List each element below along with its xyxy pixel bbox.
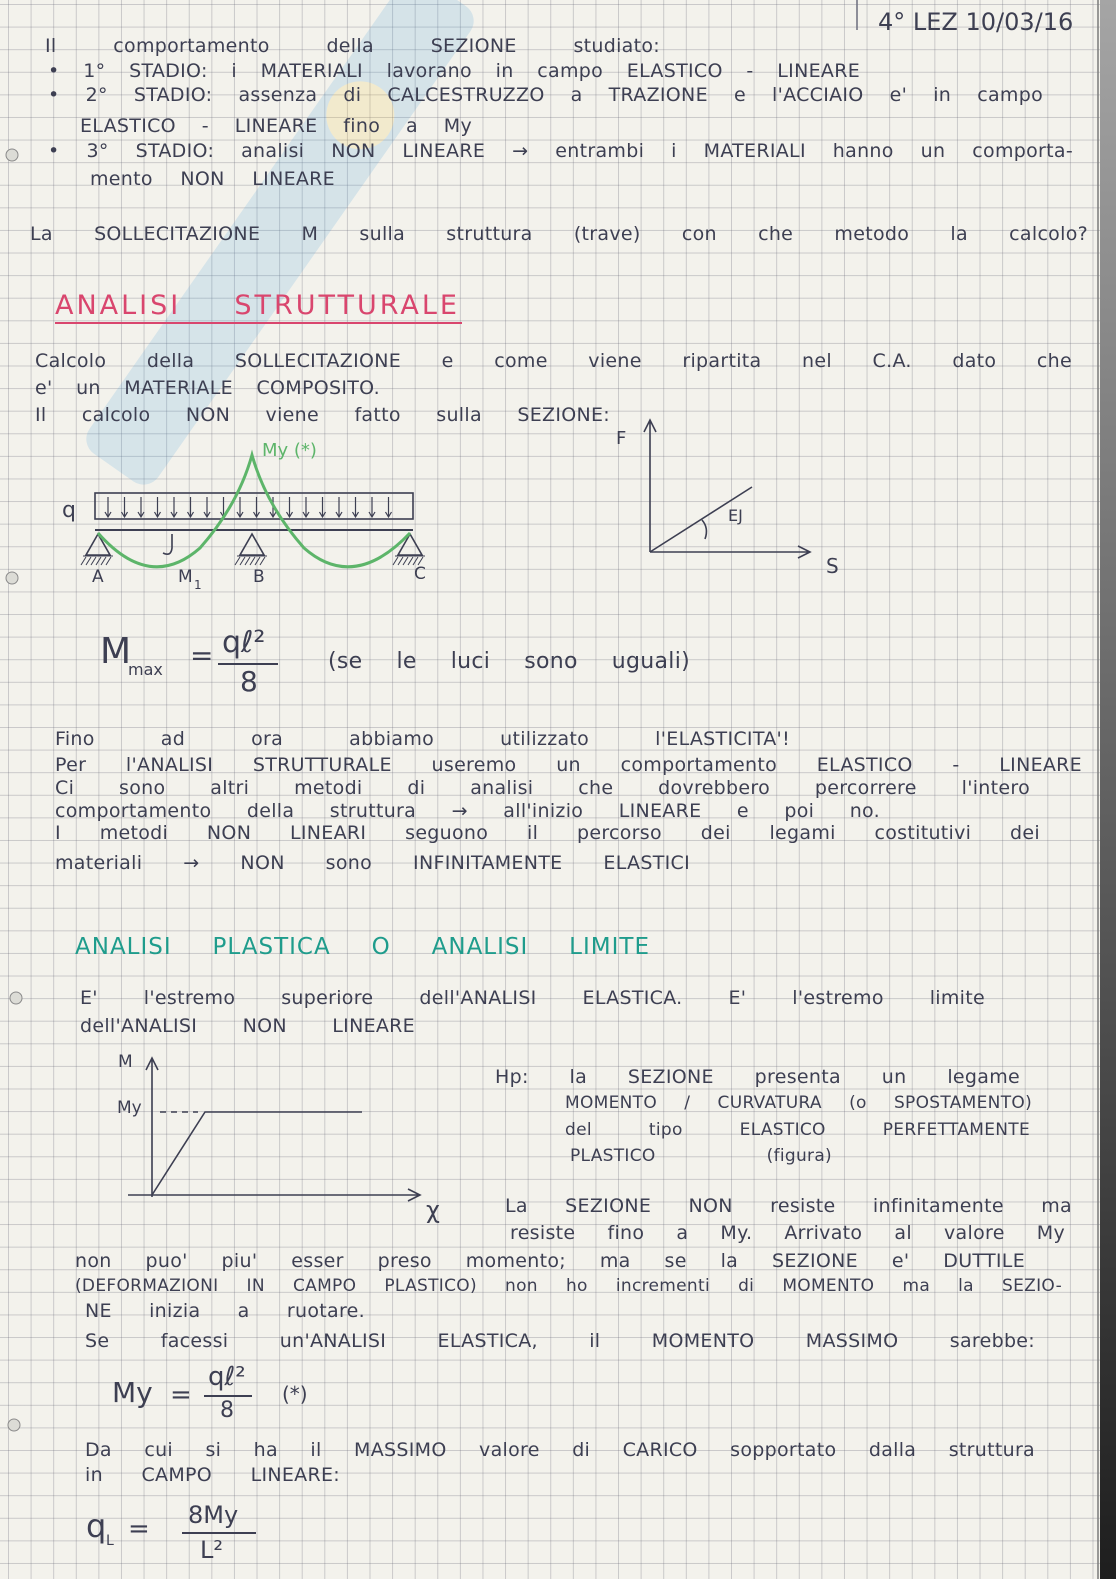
- binder-hole: [6, 572, 18, 584]
- hypothesis-line: PLASTICO (figura): [570, 1146, 832, 1166]
- hypothesis-line: MOMENTO / CURVATURA (o SPOSTAMENTO): [565, 1093, 1032, 1113]
- stadio-line: • 3° STADIO: analisi NON LINEARE → entrambi i MATERIALI hanno un comporta-: [48, 140, 1073, 162]
- beam-moment-label: My (*): [262, 440, 317, 461]
- heading-analisi-plastica: ANALISI PLASTICA O ANALISI LIMITE: [75, 934, 650, 960]
- span-moment-subscript: 1: [194, 578, 202, 592]
- text-line: E' l'estremo superiore dell'ANALISI ELASTICA. E' l'estremo limite: [80, 987, 985, 1009]
- stadio-line: mento NON LINEARE: [90, 168, 335, 190]
- distributed-load-arrows: [105, 497, 392, 517]
- lesson-date: 4° LEZ 10/03/16: [878, 8, 1074, 36]
- text-line: Fino ad ora abbiamo utilizzato l'ELASTICITA'!: [55, 728, 790, 750]
- support-a-label: A: [92, 567, 104, 587]
- support-c-label: C: [414, 564, 426, 584]
- binder-hole: [10, 992, 22, 1004]
- s-axis: [650, 546, 810, 558]
- formula-ql-denominator: L²: [200, 1536, 223, 1564]
- text-line: Per l'ANALISI STRUTTURALE useremo un comportamento ELASTICO - LINEARE: [55, 754, 1082, 776]
- formula-my-numerator: qℓ²: [208, 1362, 246, 1392]
- curvature-axis-label: χ: [426, 1196, 440, 1224]
- hypothesis-line: Hp: la SEZIONE presenta un legame: [495, 1066, 1020, 1088]
- moment-axis-label: M: [118, 1052, 133, 1072]
- span-moment-marker: [163, 534, 172, 554]
- binder-hole: [6, 149, 18, 161]
- text-line: La SEZIONE NON resiste infinitamente ma: [505, 1195, 1072, 1217]
- formula-mmax-note: (se le luci sono uguali): [328, 649, 690, 674]
- support-b-label: B: [253, 567, 265, 587]
- formula-mmax-subscript: max: [128, 660, 163, 679]
- text-line: resiste fino a My. Arrivato al valore My: [510, 1222, 1065, 1244]
- page-right-edge: [1100, 0, 1116, 1579]
- support-a: [86, 534, 110, 555]
- formula-my-mark: (*): [282, 1382, 308, 1406]
- text-line: non puo' piu' esser preso momento; ma se la SEZIONE e' DUTTILE: [75, 1250, 1025, 1272]
- text-line: materiali → NON sono INFINITAMENTE ELASTICI: [55, 852, 690, 874]
- force-displacement-graph: [644, 420, 810, 558]
- text-line: comportamento della struttura → all'inizio LINEARE e poi no.: [55, 800, 880, 822]
- text-line: Ci sono altri metodi di analisi che dovrebbero percorrere l'intero: [55, 777, 1030, 799]
- formula-my-lhs: My: [112, 1376, 153, 1409]
- chi-axis: [128, 1189, 420, 1201]
- formula-mmax-lhs: M: [100, 631, 132, 672]
- text-line: dell'ANALISI NON LINEARE: [80, 1015, 415, 1037]
- formula-ql-numerator: 8My: [188, 1501, 239, 1529]
- stadio-line: • 1° STADIO: i MATERIALI lavorano in campo ELASTICO - LINEARE: [48, 60, 860, 82]
- force-axis-label: F: [616, 428, 627, 449]
- formula-mmax-denominator: 8: [240, 665, 258, 698]
- beam-load-label: q: [62, 498, 76, 523]
- intro-title: Il comportamento della SEZIONE studiato:: [45, 35, 660, 57]
- hypothesis-line: del tipo ELASTICO PERFETTAMENTE: [565, 1120, 1030, 1140]
- heading-analisi-strutturale: ANALISI STRUTTURALE: [55, 290, 460, 321]
- support-hatching: [81, 556, 425, 565]
- text-line: Se facessi un'ANALISI ELASTICA, il MOMENTO MASSIMO sarebbe:: [85, 1330, 1035, 1352]
- stadio-line: ELASTICO - LINEARE fino a My: [80, 115, 472, 137]
- formula-ql-equals: =: [128, 1514, 150, 1544]
- beam-diagram: [81, 455, 425, 567]
- text-line: Il calcolo NON viene fatto sulla SEZIONE:: [35, 404, 610, 426]
- slope-arc: [702, 520, 706, 539]
- text-line: NE inizia a ruotare.: [85, 1300, 365, 1322]
- text-line: Da cui si ha il MASSIMO valore di CARICO sopportato dalla struttura: [85, 1439, 1035, 1461]
- support-b: [240, 534, 264, 555]
- text-line: in CAMPO LINEARE:: [85, 1464, 340, 1486]
- formula-mmax-numerator: qℓ²: [222, 625, 266, 660]
- intro-question: La SOLLECITAZIONE M sulla struttura (trave) con che metodo la calcolo?: [30, 223, 1088, 245]
- yield-moment-label: My: [117, 1098, 142, 1118]
- slope-label: EJ: [728, 506, 743, 525]
- f-axis: [644, 420, 656, 552]
- stadio-line: • 2° STADIO: assenza di CALCESTRUZZO a TRAZIONE e l'ACCIAIO e' in campo: [48, 84, 1043, 106]
- formula-my-denominator: 8: [220, 1398, 234, 1423]
- text-line: I metodi NON LINEARI seguono il percorso dei legami costitutivi dei: [55, 822, 1040, 844]
- moment-curvature-graph: [128, 1058, 420, 1201]
- text-line: (DEFORMAZIONI IN CAMPO PLASTICO) non ho incrementi di MOMENTO ma la SEZIO-: [75, 1276, 1062, 1296]
- m-axis: [146, 1058, 158, 1197]
- text-line: e' un MATERIALE COMPOSITO.: [35, 377, 380, 399]
- moment-diagram-curve: [98, 455, 410, 567]
- formula-my-equals: =: [170, 1380, 192, 1410]
- formula-mmax-equals: =: [190, 639, 214, 672]
- binder-hole: [8, 1419, 20, 1431]
- support-c: [398, 534, 422, 555]
- text-line: Calcolo della SOLLECITAZIONE e come viene ripartita nel C.A. dato che: [35, 350, 1072, 372]
- formula-ql-lhs: q: [86, 1507, 107, 1545]
- distributed-load-box: [95, 493, 413, 519]
- formula-ql-subscript: L: [106, 1533, 114, 1549]
- elastic-perfectly-plastic-curve: [152, 1112, 362, 1195]
- displacement-axis-label: S: [826, 554, 839, 578]
- span-moment-label: M: [178, 567, 193, 587]
